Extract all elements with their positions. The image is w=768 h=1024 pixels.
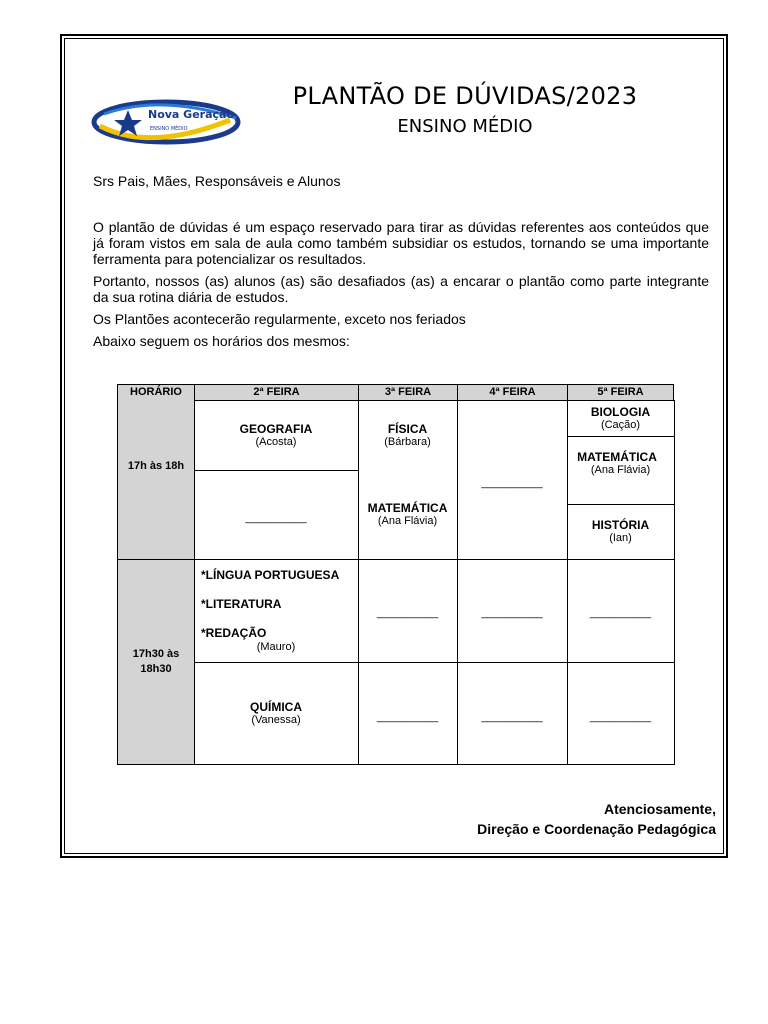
teacher-ana-flavia-terca: (Ana Flávia) (377, 515, 438, 527)
logo-text: Nova Geração (148, 108, 235, 121)
logo-subtext: ENSINO MÉDIO (150, 126, 188, 132)
paragraph-intro: O plantão de dúvidas é um espaço reservado para tirar as dúvidas referentes aos conteúdos que já foram vistos em sala de aula como também subsidiar os estudos, tornando se uma importante ferramenta para potencializar os resultados. (93, 219, 709, 267)
subject-biologia: BIOLOGIA (590, 405, 651, 419)
teacher-acosta: (Acosta) (255, 436, 297, 448)
closing-signature: Direção e Coordenação Pedagógica (477, 821, 716, 837)
hour-cell-1 (117, 400, 195, 560)
document-subtitle: ENSINO MÉDIO (397, 116, 533, 137)
header-segunda: 2ª FEIRA (194, 384, 359, 401)
subject-geografia: GEOGRAFIA (239, 422, 313, 436)
teacher-ian: (Ian) (609, 532, 632, 544)
header-quarta: 4ª FEIRA (457, 384, 568, 401)
subject-historia: HISTÓRIA (591, 518, 650, 532)
closing-salutation: Atenciosamente, (603, 801, 716, 817)
empty-slot: __________ (376, 711, 439, 723)
slot-17h30-line2: 18h30 (140, 663, 172, 675)
slot-17h30-line1: 17h30 às (132, 648, 180, 660)
teacher-cacao: (Cação) (600, 419, 641, 431)
subject-quimica: QUÍMICA (250, 700, 302, 714)
header-horario: HORÁRIO (117, 384, 195, 401)
paragraph-challenge: Portanto, nossos (as) alunos (as) são desafiados (as) a encarar o plantão como parte integrante da sua rotina diária de estudos. (93, 273, 709, 305)
empty-slot: __________ (481, 477, 543, 489)
header-terca: 3ª FEIRA (358, 384, 458, 401)
empty-slot: __________ (481, 607, 543, 619)
header-quinta: 5ª FEIRA (567, 384, 674, 401)
subject-matematica-terca: MATEMÁTICA (367, 501, 448, 515)
empty-slot: __________ (376, 607, 439, 619)
empty-slot: __________ (245, 512, 307, 524)
teacher-barbara: (Bárbara) (384, 436, 431, 448)
subject-lingua-portuguesa: *LÍNGUA PORTUGUESA (201, 568, 340, 582)
subject-literatura: *LITERATURA (201, 597, 282, 611)
document-title: PLANTÃO DE DÚVIDAS/2023 (292, 82, 638, 110)
empty-slot: __________ (589, 607, 652, 619)
subject-fisica: FÍSICA (387, 422, 428, 436)
empty-slot: __________ (481, 711, 543, 723)
teacher-ana-flavia-quinta: (Ana Flávia) (590, 464, 651, 476)
school-logo (90, 92, 242, 148)
paragraph-holidays: Os Plantões acontecerão regularmente, exceto nos feriados (93, 311, 466, 327)
subject-redacao: *REDAÇÃO (201, 626, 267, 640)
teacher-vanessa: (Vanessa) (251, 714, 301, 726)
teacher-mauro: (Mauro) (256, 641, 296, 653)
paragraph-schedule-intro: Abaixo seguem os horários dos mesmos: (93, 333, 350, 349)
empty-slot: __________ (589, 711, 652, 723)
slot-17h: 17h às 18h (127, 460, 185, 472)
greeting: Srs Pais, Mães, Responsáveis e Alunos (93, 173, 341, 189)
subject-matematica-quinta: MATEMÁTICA (577, 450, 657, 464)
